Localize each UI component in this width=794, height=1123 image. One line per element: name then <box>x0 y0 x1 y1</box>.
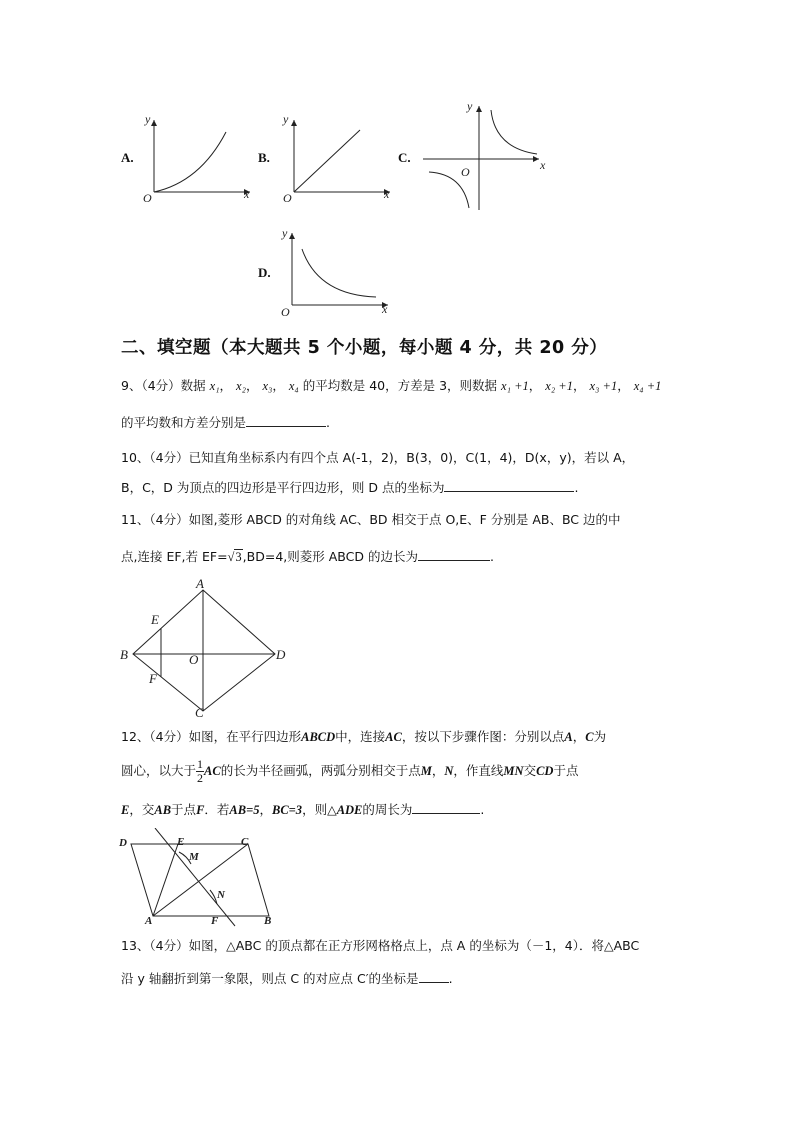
q12-text: 为 <box>593 729 607 744</box>
point-b-label: B <box>120 647 128 662</box>
q9-sep: ， <box>572 378 586 393</box>
q9-lead: 9、（4分）数据 <box>121 378 206 393</box>
point-d-label: D <box>119 837 127 849</box>
question-13-line-2 <box>121 968 453 989</box>
point-e-label: E <box>177 836 185 848</box>
q12-text: ，按以下步骤作图：分别以点 <box>401 729 565 744</box>
q9-var-2: x₂ <box>236 379 246 393</box>
q12-comma: ， <box>259 802 272 817</box>
question-12-line-1 <box>121 727 606 747</box>
q12-text: 于点 <box>171 802 197 817</box>
line-b <box>294 130 360 192</box>
q13-line-2-text: 沿 y 轴翻折到第一象限，则点 C 的对应点 C′的坐标是 <box>121 971 419 986</box>
graph-c <box>415 98 555 216</box>
q12-point-n: N <box>444 764 454 778</box>
question-10-line-2 <box>121 477 578 498</box>
q11-line-2a: 点,连接 EF,若 EF= <box>121 549 228 564</box>
option-a-label: A. <box>121 150 134 165</box>
q12-text: ，则△ <box>302 802 337 817</box>
point-c-label: C <box>195 705 204 720</box>
q9-sep: ， <box>528 378 542 393</box>
graph-d <box>278 225 398 320</box>
y-arrow-icon <box>151 120 157 126</box>
q9-sep: ， <box>219 378 233 393</box>
point-o-label: O <box>189 652 199 667</box>
q12-mn: MN <box>503 764 524 778</box>
option-b-label: B. <box>258 150 270 165</box>
q11-sqrt-value: 3 <box>235 550 242 564</box>
q12-cd: CD <box>536 764 554 778</box>
q9-sep: ， <box>245 378 259 393</box>
q12-text: ，交 <box>129 802 155 817</box>
question-9-line-2 <box>121 412 330 433</box>
q12-point-a: A <box>564 730 573 744</box>
question-9-line-1 <box>121 376 661 396</box>
y-label: y <box>467 99 473 113</box>
rhombus-abcd <box>133 590 275 711</box>
y-arrow-icon <box>289 233 295 239</box>
section-title: 二、填空题（本大题共 5 个小题，每小题 4 分，共 20 分） <box>121 338 608 358</box>
curve-d <box>302 249 376 297</box>
fraction-one-half <box>196 758 204 785</box>
q12-bc-value: BC=3 <box>272 803 303 817</box>
question-10-line-1: 10、（4分）已知直角坐标系内有四个点 A(-1，2)，B(3，0)，C(1，4)，D(x，y)，若以 A， <box>121 450 635 465</box>
q9-var-plus-4: x₄ +1 <box>633 379 662 393</box>
q12-point-c: C <box>585 730 594 744</box>
q9-mid: 的平均数是 40，方差是 3，则数据 <box>302 378 498 393</box>
q12-text: ，作直线 <box>453 763 504 778</box>
graph-b <box>280 110 400 210</box>
q11-line-2b: ,BD=4,则菱形 ABCD 的边长为 <box>242 549 418 564</box>
x-label: x <box>384 187 390 201</box>
q9-answer-blank[interactable] <box>246 412 326 427</box>
question-12-line-2 <box>121 758 578 785</box>
q12-ac: AC <box>204 764 221 778</box>
origin-label: O <box>461 165 470 179</box>
x-arrow-icon <box>533 156 539 162</box>
frac-denominator: 2 <box>197 771 204 785</box>
parallelogram-figure <box>115 828 285 928</box>
rhombus-figure <box>115 575 295 720</box>
sqrt-icon: √3 <box>227 550 242 564</box>
q10-line-2-text: B，C，D 为顶点的四边形是平行四边形，则 D 点的坐标为 <box>121 480 445 495</box>
y-label: y <box>283 112 289 126</box>
y-label: y <box>282 226 288 240</box>
q13-end: . <box>448 971 453 986</box>
q12-answer-blank[interactable] <box>412 799 480 814</box>
q12-comma: ， <box>431 763 445 778</box>
q12-end: . <box>480 802 485 817</box>
q12-abcd: ABCD <box>301 730 336 744</box>
q12-ac: AC <box>385 730 402 744</box>
q9-line-2-text: 的平均数和方差分别是 <box>121 415 247 430</box>
x-label: x <box>540 158 546 172</box>
x-label: x <box>244 187 250 201</box>
point-b-label: B <box>264 915 272 927</box>
q12-ab-value: AB=5 <box>229 803 260 817</box>
curve-a <box>154 132 226 192</box>
graph-a <box>140 110 260 210</box>
y-label: y <box>145 112 151 126</box>
point-f-label: F <box>211 915 219 927</box>
q12-text: 中，连接 <box>335 729 386 744</box>
y-arrow-icon <box>291 120 297 126</box>
q9-var-plus-1: x₁ +1 <box>501 379 529 393</box>
option-c-label: C. <box>398 150 411 165</box>
point-e-label: E <box>151 612 159 627</box>
q12-point-m: M <box>420 764 432 778</box>
x-label: x <box>382 302 388 316</box>
q12-text: 于点 <box>553 763 579 778</box>
q9-var-1: x₁ <box>209 379 220 393</box>
frac-numerator: 1 <box>197 757 204 771</box>
segment-ae <box>153 844 178 916</box>
question-11-line-1: 11、（4分）如图,菱形 ABCD 的对角线 AC、BD 相交于点 O,E、F 分别是 AB、BC 边的中 <box>121 512 621 527</box>
question-13-line-1: 13、（4分）如图，△ABC 的顶点都在正方形网格格点上，点 A 的坐标为（－1，4）．将△ABC <box>121 938 640 953</box>
q12-point-f: F <box>196 803 205 817</box>
q13-answer-blank[interactable] <box>419 968 449 983</box>
option-d-label: D. <box>258 265 271 280</box>
q9-end: . <box>326 415 330 430</box>
origin-label: O <box>143 191 152 205</box>
point-c-label: C <box>241 836 249 848</box>
question-12-line-3 <box>121 799 484 820</box>
q12-text: 12、（4分）如图，在平行四边形 <box>121 729 302 744</box>
q12-text: ．若 <box>204 802 230 817</box>
q9-sep: ， <box>272 378 285 393</box>
q12-text: 的长为半径画弧，两弧分别相交于点 <box>220 763 421 778</box>
q12-text: 圆心，以大于 <box>121 763 197 778</box>
q12-comma: ， <box>572 729 586 744</box>
q12-point-e: E <box>121 803 130 817</box>
q9-var-plus-3: x₃ +1 <box>589 379 618 393</box>
point-d-label: D <box>276 647 286 662</box>
point-f-label: F <box>149 671 157 686</box>
q12-ab: AB <box>154 803 172 817</box>
diagonal-ac <box>153 844 248 916</box>
point-a-label: A <box>145 915 153 927</box>
q12-ade: ADE <box>336 803 363 817</box>
point-n-label: N <box>217 889 225 901</box>
q11-end: . <box>489 549 494 564</box>
q9-sep: ， <box>617 378 630 393</box>
curve-c-upper <box>491 110 537 154</box>
q9-var-plus-2: x₂ +1 <box>545 379 573 393</box>
question-11-line-2 <box>121 546 494 567</box>
q9-var-4: x₄ <box>288 379 299 393</box>
q12-text: 的周长为 <box>362 802 413 817</box>
point-a-label: A <box>196 576 204 591</box>
q10-answer-blank[interactable] <box>444 477 574 492</box>
q9-var-3: x₃ <box>262 379 273 393</box>
origin-label: O <box>283 191 292 205</box>
q12-text: 交 <box>523 763 537 778</box>
q10-end: . <box>574 480 579 495</box>
point-m-label: M <box>189 851 199 863</box>
y-arrow-icon <box>476 106 482 112</box>
q11-answer-blank[interactable] <box>418 546 490 561</box>
origin-label: O <box>281 305 290 319</box>
